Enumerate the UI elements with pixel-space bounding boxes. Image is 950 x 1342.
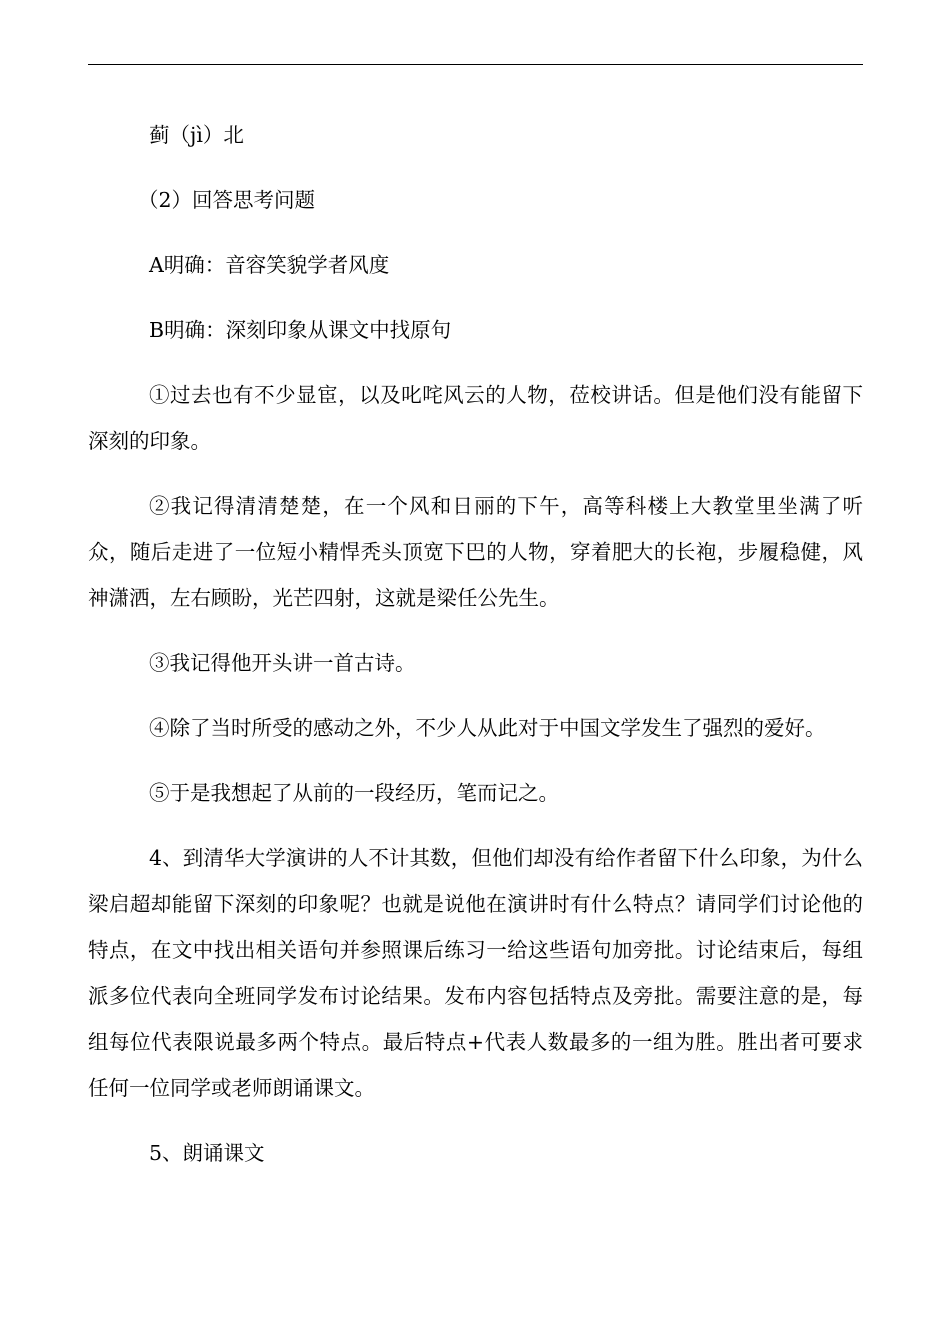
paragraph-answer-b: B明确：深刻印象从课文中找原句 (149, 318, 452, 342)
paragraph-quote-4: ④除了当时所受的感动之外，不少人从此对于中国文学发生了强烈的爱好。 (149, 716, 826, 740)
paragraph-quote-5: ⑤于是我想起了从前的一段经历，笔而记之。 (149, 781, 559, 805)
paragraph-answer-a: A明确：音容笑貌学者风度 (149, 253, 390, 277)
document-body (88, 112, 863, 1195)
paragraph-answer-questions: （2）回答思考问题 (138, 188, 316, 212)
paragraph-quote-3: ③我记得他开头讲一首古诗。 (149, 651, 416, 675)
paragraph-step-4: 4、到清华大学演讲的人不计其数，但他们却没有给作者留下什么印象，为什么梁启超却能留下深刻的印象呢？也就是说他在演讲时有什么特点？请同学们讨论他的特点，在文中找出相关语句并参照课后练习一给这些语句加旁批。讨论结束后，每组派多位代表向全班同学发布讨论结果。发布内容包括特点及旁批。需要注意的是，每组每位代表限说最多两个特点。最后特点+代表人数最多的一组为胜。胜出者可要求任何一位同学或老师朗诵课文。 (88, 846, 863, 1100)
paragraph-quote-2: ②我记得清清楚楚，在一个风和日丽的下午，高等科楼上大教堂里坐满了听众，随后走进了一位短小精悍秃头顶宽下巴的人物，穿着肥大的长袍，步履稳健，风神潇洒，左右顾盼，光芒四射，这就是梁任公先生。 (88, 494, 863, 610)
header-rule (88, 64, 863, 65)
paragraph-ji-bei: 蓟（jì）北 (149, 123, 244, 147)
paragraph-quote-1: ①过去也有不少显宦，以及叱咤风云的人物，莅校讲话。但是他们没有能留下深刻的印象。 (88, 383, 863, 453)
paragraph-step-5: 5、朗诵课文 (149, 1141, 265, 1165)
